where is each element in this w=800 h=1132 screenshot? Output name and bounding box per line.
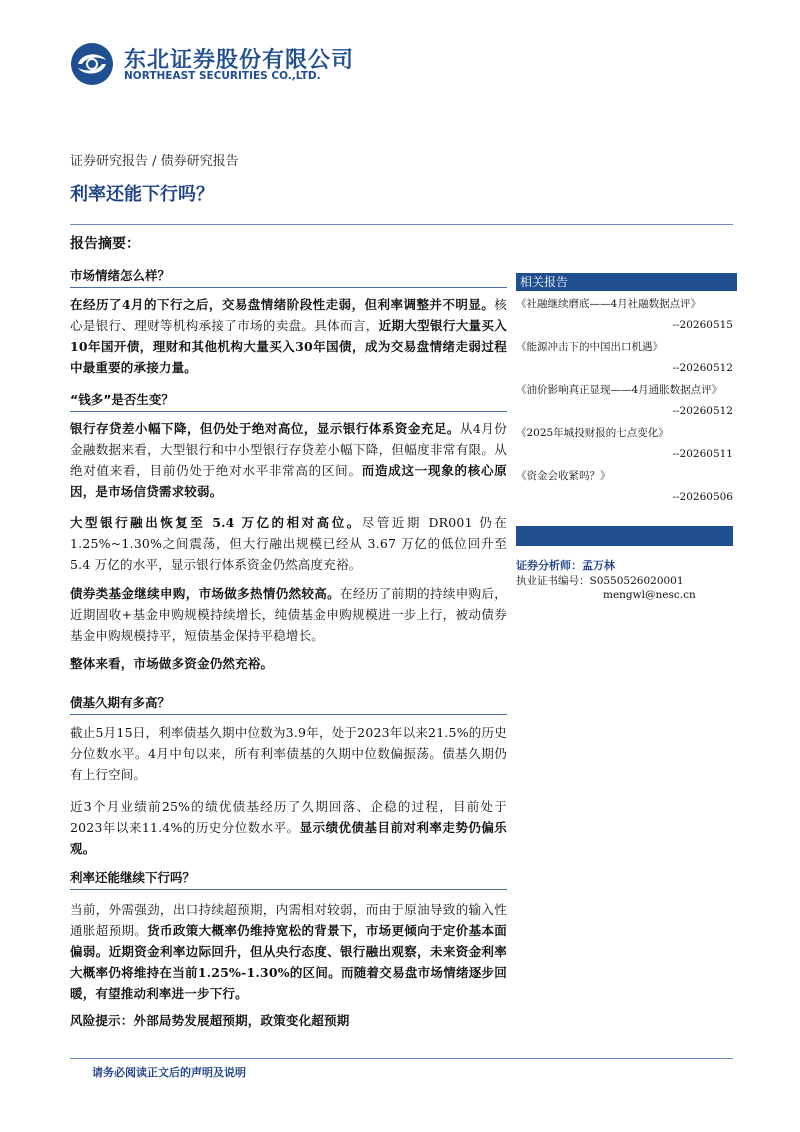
company-name-en: NORTHEAST SECURITIES CO.,LTD. [124, 70, 321, 82]
related-report-item[interactable] [516, 425, 733, 468]
related-report-item[interactable] [516, 382, 733, 425]
company-name-cn: 东北证券股份有限公司 [124, 48, 355, 73]
risk-warning: 风险提示：外部局势发展超预期，政策变化超预期 [70, 1013, 350, 1028]
paragraph [70, 512, 507, 575]
related-report-item[interactable] [516, 296, 733, 339]
analyst-license: 执业证书编号：S0550526020001 [516, 575, 684, 587]
section-underline [70, 411, 507, 412]
sidebar-divider-bar [516, 526, 733, 546]
related-report-date: --20260512 [672, 405, 733, 417]
emphasis-text: 大型银行融出恢复至 5.4 万亿的相对高位。 [70, 515, 362, 530]
title-divider [70, 224, 733, 225]
related-reports-heading: 相关报告 [516, 273, 737, 291]
section-heading: 利率还能继续下行吗？ [70, 870, 196, 885]
footer-divider [70, 1058, 733, 1059]
related-report-title[interactable]: 《2025年城投财报的七点变化》 [516, 427, 669, 439]
paragraph [70, 583, 507, 646]
related-report-title[interactable]: 《油价影响真正显现——4月通胀数据点评》 [516, 384, 723, 396]
analyst-name: 证券分析师：孟万林 [516, 559, 615, 572]
section-money-supply [70, 390, 507, 412]
emphasis-text: 而造成这一现象的核心原因，是市场信贷需求较弱。 [70, 463, 507, 499]
emphasis-text: 显示绩优债基目前对利率走势仍偏乐观。 [70, 820, 507, 856]
emphasis-text: 银行存贷差小幅下降，但仍处于绝对高位，显示银行体系资金充足。 [70, 421, 460, 436]
body-text: 尽管近期 DR001 仍在1.25%~1.30%之间震荡，但大行融出规模已经从 3.67 万亿的低位回升至5.4 万亿的水平，显示银行体系资金仍然高度充裕。 [70, 515, 507, 572]
paragraph [70, 899, 507, 1004]
paragraph [70, 653, 507, 674]
emphasis-text: 货币政策大概率仍维持宽松的背景下，市场更倾向于定价基本面偏弱。近期资金利率边际回升，但从央行态度、银行融出观察，未来资金利率大概率仍将维持在当前1.25%-1.30%的区间。而随着交易盘市场情绪逐步回暖，有望推动利率进一步下行。 [70, 923, 508, 1001]
footer-disclaimer: 请务必阅读正文后的声明及说明 [92, 1066, 246, 1079]
related-reports-list [516, 296, 733, 511]
emphasis-text: 近期大型银行大量买入10年国开债，理财和其他机构大量买入30年国债，成为交易盘情绪走弱过程中最重要的承接力量。 [70, 318, 507, 375]
breadcrumb: 证券研究报告 / 债券研究报告 [70, 154, 239, 169]
related-report-date: --20260511 [672, 448, 733, 460]
body-text: 截止5月15日，利率债基久期中位数为3.9年，处于2023年以来21.5%的历史分位数水平。4月中旬以来，所有利率债基的久期中位数偏振荡。债基久期仍有上行空间。 [70, 725, 507, 782]
emphasis-text: 整体来看，市场做多资金仍然充裕。 [70, 656, 274, 671]
section-rate-outlook [70, 868, 507, 890]
section-heading: 债基久期有多高？ [70, 695, 171, 710]
section-underline [70, 889, 507, 890]
related-report-title[interactable]: 《社融继续磨底——4月社融数据点评》 [516, 298, 702, 310]
body-text: 从4月份金融数据来看，大型银行和中小型银行存贷差小幅下降，但幅度非常有限。从绝对值来看，目前仍处于绝对水平非常高的区间。 [70, 421, 507, 478]
body-text: 当前，外需强劲，出口持续超预期，内需相对较弱，而由于原油导致的输入性通胀超预期。 [70, 902, 507, 938]
body-text: 近3个月业绩前25%的绩优债基经历了久期回落、企稳的过程，目前处于2023年以来11.4%的历史分位数水平。 [70, 799, 507, 835]
related-report-date: --20260515 [672, 319, 733, 331]
related-report-item[interactable] [516, 339, 733, 382]
body-text: 在经历了前期的持续申购后，近期固收+基金申购规模持续增长，纯债基金申购规模进一步上行，被动债券基金申购规模持平，短债基金保持平稳增长。 [70, 586, 508, 643]
section-underline [70, 287, 507, 288]
related-report-date: --20260506 [672, 491, 733, 503]
paragraph [70, 418, 507, 502]
section-heading: “钱多”是否生变？ [70, 392, 174, 407]
page-title: 利率还能下行吗？ [70, 184, 214, 205]
summary-heading: 报告摘要： [70, 236, 140, 252]
section-heading: 市场情绪怎么样？ [70, 268, 171, 283]
section-market-sentiment [70, 266, 507, 288]
related-report-title[interactable]: 《资金会收紧吗？》 [516, 470, 611, 482]
section-fund-duration [70, 693, 507, 715]
paragraph [70, 722, 507, 785]
emphasis-text: 在经历了4月的下行之后，交易盘情绪阶段性走弱，但利率调整并不明显。 [70, 297, 495, 312]
body-text: 核心是银行、理财等机构承接了市场的卖盘。具体而言， [70, 297, 507, 333]
emphasis-text: 债券类基金继续申购，市场做多热情仍然较高。 [70, 586, 341, 601]
paragraph [70, 796, 507, 859]
section-underline [70, 714, 507, 715]
analyst-email[interactable]: mengwl@nesc.cn [603, 589, 696, 601]
paragraph [70, 294, 507, 378]
related-report-item[interactable] [516, 468, 733, 511]
related-report-date: --20260512 [672, 362, 733, 374]
related-report-title[interactable]: 《能源冲击下的中国出口机遇》 [516, 341, 663, 353]
northeast-securities-logo-icon [70, 42, 114, 86]
